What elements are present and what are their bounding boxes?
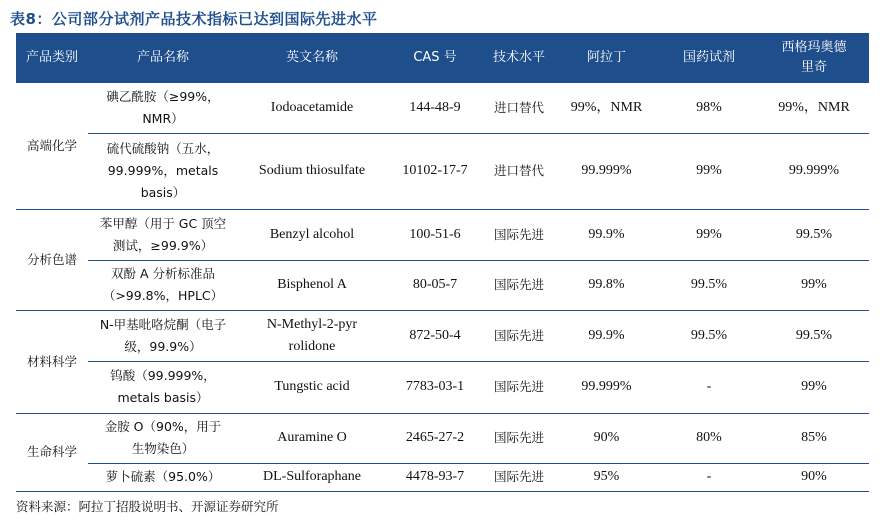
cas-cell: 80-05-7	[386, 260, 484, 310]
tech-level-cell: 国际先进	[484, 310, 554, 361]
product-name-cell: 钨酸（99.999%，metals basis）	[88, 361, 238, 413]
english-name-cell: DL-Sulforaphane	[238, 463, 386, 491]
aladdin-cell: 95%	[554, 463, 659, 491]
header-category: 产品类别	[16, 33, 88, 83]
table-row	[16, 83, 869, 133]
english-name-cell: Tungstic acid	[238, 361, 386, 413]
tech-level-cell: 国际先进	[484, 209, 554, 260]
header-sigma: 西格玛奥德里奇	[759, 33, 869, 83]
aladdin-cell: 99.9%	[554, 310, 659, 361]
sigma-cell: 99%，NMR	[759, 83, 869, 133]
sinopharm-cell: -	[659, 361, 759, 413]
cas-cell: 872-50-4	[386, 310, 484, 361]
table-row	[16, 361, 869, 413]
sinopharm-cell: 99%	[659, 133, 759, 209]
tech-level-cell: 进口替代	[484, 83, 554, 133]
product-spec-table	[16, 33, 869, 492]
tech-level-cell: 国际先进	[484, 413, 554, 463]
sigma-cell: 99%	[759, 260, 869, 310]
header-tech-level: 技术水平	[484, 33, 554, 83]
product-name-cell: 碘乙酰胺（≥99%，NMR）	[88, 83, 238, 133]
sinopharm-cell: 98%	[659, 83, 759, 133]
table-row	[16, 209, 869, 260]
category-cell: 高端化学	[16, 83, 88, 209]
cas-cell: 144-48-9	[386, 83, 484, 133]
english-name-cell: Benzyl alcohol	[238, 209, 386, 260]
header-sinopharm: 国药试剂	[659, 33, 759, 83]
english-name-cell: Iodoacetamide	[238, 83, 386, 133]
sinopharm-cell: 99%	[659, 209, 759, 260]
english-name-cell: N-Methyl-2-pyr rolidone	[238, 310, 386, 361]
aladdin-cell: 99.999%	[554, 133, 659, 209]
aladdin-cell: 99.999%	[554, 361, 659, 413]
english-name-cell: Auramine O	[238, 413, 386, 463]
product-name-cell: 金胺 O（90%，用于生物染色）	[88, 413, 238, 463]
table-row	[16, 413, 869, 463]
tech-level-cell: 进口替代	[484, 133, 554, 209]
header-cas: CAS 号	[386, 33, 484, 83]
sinopharm-cell: 99.5%	[659, 260, 759, 310]
product-name-cell: 苯甲醇（用于 GC 顶空测试，≥99.9%）	[88, 209, 238, 260]
cas-cell: 4478-93-7	[386, 463, 484, 491]
table-row	[16, 133, 869, 209]
sigma-cell: 99.999%	[759, 133, 869, 209]
category-cell: 生命科学	[16, 413, 88, 491]
aladdin-cell: 90%	[554, 413, 659, 463]
product-name-cell: 萝卜硫素（95.0%）	[88, 463, 238, 491]
table-row	[16, 310, 869, 361]
tech-level-cell: 国际先进	[484, 361, 554, 413]
cas-cell: 10102-17-7	[386, 133, 484, 209]
sinopharm-cell: 80%	[659, 413, 759, 463]
sigma-cell: 85%	[759, 413, 869, 463]
sigma-cell: 99%	[759, 361, 869, 413]
sigma-cell: 90%	[759, 463, 869, 491]
sinopharm-cell: 99.5%	[659, 310, 759, 361]
header-product-name: 产品名称	[88, 33, 238, 83]
product-name-cell: 双酚 A 分析标准品（>99.8%，HPLC）	[88, 260, 238, 310]
sigma-cell: 99.5%	[759, 310, 869, 361]
aladdin-cell: 99.9%	[554, 209, 659, 260]
sigma-cell: 99.5%	[759, 209, 869, 260]
sinopharm-cell: -	[659, 463, 759, 491]
tech-level-cell: 国际先进	[484, 260, 554, 310]
cas-cell: 2465-27-2	[386, 413, 484, 463]
cas-cell: 7783-03-1	[386, 361, 484, 413]
english-name-cell: Sodium thiosulfate	[238, 133, 386, 209]
cas-cell: 100-51-6	[386, 209, 484, 260]
header-english-name: 英文名称	[238, 33, 386, 83]
source-note: 资料来源：阿拉丁招股说明书、开源证券研究所	[16, 499, 279, 514]
tech-level-cell: 国际先进	[484, 463, 554, 491]
english-name-cell: Bisphenol A	[238, 260, 386, 310]
aladdin-cell: 99.8%	[554, 260, 659, 310]
header-row	[16, 33, 869, 83]
table-title: 表8：公司部分试剂产品技术指标已达到国际先进水平	[10, 10, 378, 28]
product-name-cell: 硫代硫酸钠（五水，99.999%，metals basis）	[88, 133, 238, 209]
aladdin-cell: 99%，NMR	[554, 83, 659, 133]
table-row	[16, 260, 869, 310]
table-row	[16, 463, 869, 491]
category-cell: 材料科学	[16, 310, 88, 413]
header-aladdin: 阿拉丁	[554, 33, 659, 83]
category-cell: 分析色谱	[16, 209, 88, 310]
product-name-cell: N-甲基吡咯烷酮（电子级，99.9%）	[88, 310, 238, 361]
